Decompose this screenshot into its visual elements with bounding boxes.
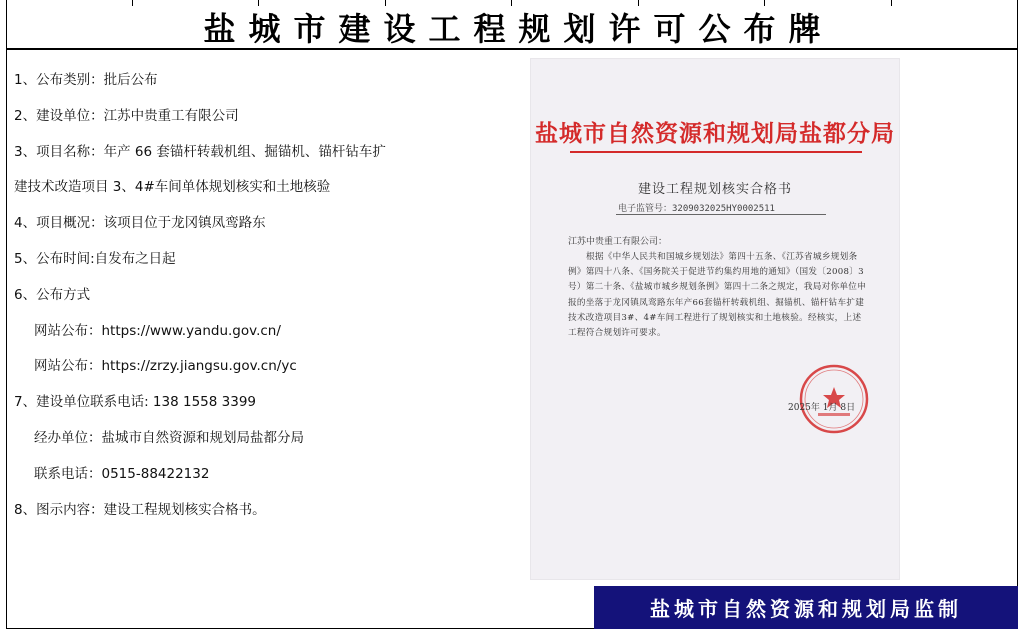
supervision-banner bbox=[594, 586, 1018, 629]
info-line: 1、公布类别：批后公布 bbox=[14, 72, 158, 88]
certificate-title: 建设工程规划核实合格书 bbox=[637, 182, 792, 197]
official-seal-icon bbox=[798, 363, 870, 435]
info-line: 6、公布方式 bbox=[14, 286, 91, 303]
info-line: 网站公布：https://www.yandu.gov.cn/ bbox=[34, 322, 281, 339]
info-line: 7、建设单位联系电话: 138 1558 3399 bbox=[14, 394, 256, 411]
certificate-issuer: 盐城市自然资源和规划局盐都分局 bbox=[535, 120, 895, 147]
number-underline bbox=[616, 214, 826, 215]
title-bar bbox=[6, 6, 1018, 50]
info-line: 联系电话：0515-88422132 bbox=[34, 465, 210, 482]
info-line: 2、建设单位：江苏中贵重工有限公司 bbox=[14, 107, 239, 124]
info-list bbox=[14, 70, 514, 535]
certificate-image bbox=[530, 58, 900, 580]
supervision-label: 盐城市自然资源和规划局监制 bbox=[650, 597, 962, 621]
certificate-number: 电子监管号：3209032025HY0002511 bbox=[618, 204, 775, 214]
certificate-body: 根据《中华人民共和国城乡规划法》第四十五条、《江苏省城乡规划条例》第四十八条、《国务院关于促进节约集约用地的通知》（国发〔2008〕3号）第二十条、《盐城市城乡规划条例》第四十二条之规定，我局对你单位申报的坐落于龙冈镇凤鸾路东年产66套锚杆转载机组、掘锚机、锚杆钻车扩建技术改造项目3#、4#车间工程进行了规划核实和土地核验。经核实，上述工程符合规划许可要求。 bbox=[568, 252, 867, 339]
board-title: 盐城市建设工程规划许可公布牌 bbox=[203, 10, 834, 48]
info-line: 经办单位：盐城市自然资源和规划局盐都分局 bbox=[34, 429, 304, 446]
info-line: 网站公布：https://zrzy.jiangsu.gov.cn/yc bbox=[34, 358, 297, 375]
info-line: 建技术改造项目 3、4#车间单体规划核实和土地核验 bbox=[14, 179, 331, 196]
certificate-date: 2025年 1月 8日 bbox=[788, 403, 856, 413]
info-line: 3、项目名称：年产 66 套锚杆转载机组、掘锚机、锚杆钻车扩 bbox=[14, 143, 386, 160]
red-divider bbox=[570, 151, 862, 153]
certificate-addressee: 江苏中贵重工有限公司： bbox=[568, 237, 668, 247]
info-line: 8、图示内容：建设工程规划核实合格书。 bbox=[14, 501, 266, 518]
info-line: 4、项目概况：该项目位于龙冈镇凤鸾路东 bbox=[14, 215, 266, 232]
info-line: 5、公布时间:自发布之日起 bbox=[14, 250, 176, 267]
